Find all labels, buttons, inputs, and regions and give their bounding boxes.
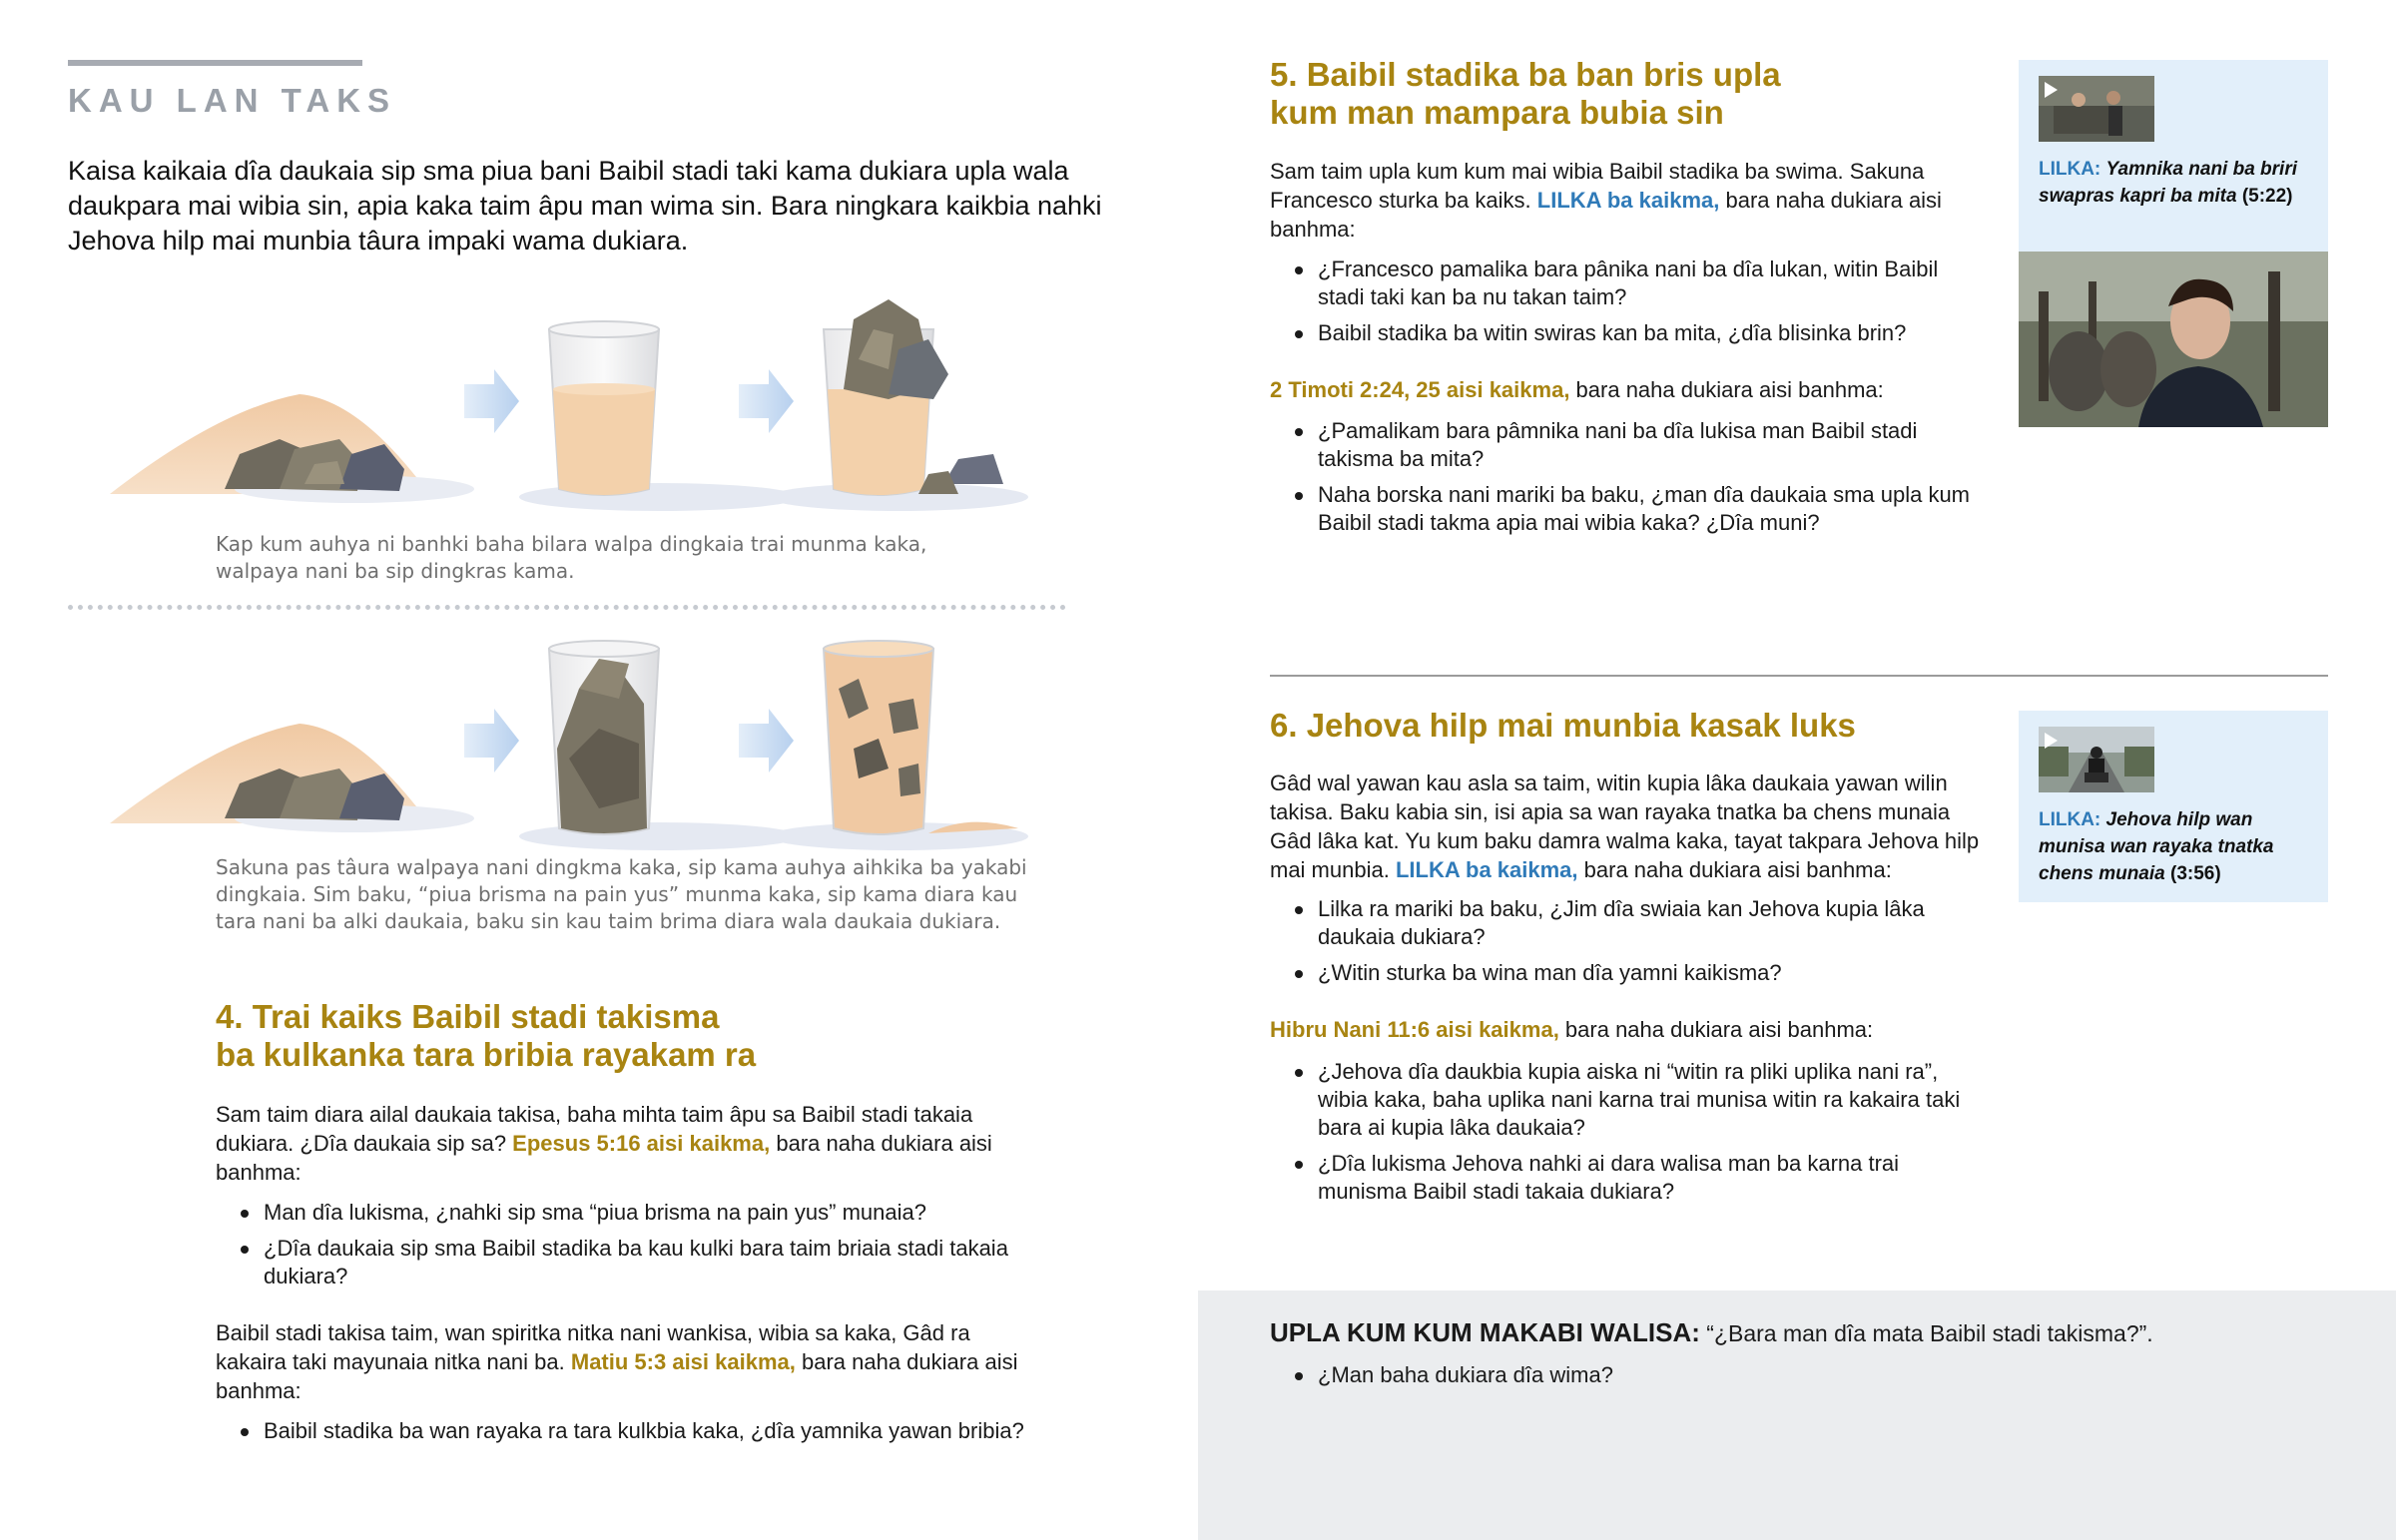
arrow-right-icon [464,369,519,433]
text-run: Baibil stadi takisa taim, wan spiritka nitka nani wankisa, wibia sa kaka, Gâd ra kakaira taki mayunaia nitka nani ba. [216,1320,970,1374]
caption-sand-first [216,531,1074,585]
footer-question [1270,1317,2153,1348]
arrow-right-icon [739,709,794,772]
caption-line: Kap kum auhya ni banhki baha bilara walpa dingkaia trai munma kaka, [216,532,927,556]
video-thumbnail[interactable] [2039,727,2154,792]
scripture-ref-timoti: 2 Timoti 2:24, 25 aisi kaikma, [1270,377,1570,402]
title-line: 5. Baibil stadika ba ban bris upla [1270,56,1781,93]
text-run: bara naha dukiara aisi banhma: [1577,857,1892,882]
section-4-questions-1 [216,1199,1074,1298]
lilka-label: LILKA: [2039,809,2101,830]
intro-paragraph: Kaisa kaikaia dîa daukaia sip sma piua bani Baibil stadi taki kama dukiara upla wala daukpara mai wibia sin, apia kaka taim âpu man wima sin. Bara ningkara kaikbia nahki Jehova hilp mai munbia tâura impaki wama dukiara. [68,156,1102,256]
illustration-rocks-first [100,629,1078,858]
video-box-2[interactable] [2019,711,2328,902]
caption-line: dingkaia. Sim baku, “piua brisma na pain yus” munma kaka, sip kama diara kau [216,882,1018,906]
section-5-questions-2 [1270,417,1989,545]
text-run: Gâd wal yawan kau asla sa taim, witin kupia lâka daukaia yawan wilin takisa. Baku kabia sin, isi apia sa wan rayaka tnatka ba chens munaia Gâd lâka kat. Yu kum baku damra walma kaka, tayat takpara Jehova hilp mai munbia. [1270,770,1980,882]
video-caption [2039,156,2318,210]
section-5-paragraph-2 [1270,375,1989,404]
section-6-paragraph-2 [1270,1015,1989,1044]
list-item: ¿Francesco pamalika bara pânika nani ba dîa lukan, witin Baibil stadi taki kan ba nu takan taim? [1270,256,1989,311]
text-run: bara naha dukiara aisi banhma: [1569,377,1884,402]
arrow-right-icon [739,369,794,433]
title-line: kum man mampara bubia sin [1270,94,1724,131]
section-label: KAU LAN TAKS [68,82,397,119]
list-item: ¿Pamalikam bara pâmnika nani ba dîa lukisa man Baibil stadi takisma ba mita? [1270,417,1989,473]
section-6-title: 6. Jehova hilp mai munbia kasak luks [1270,707,1856,744]
section-4-paragraph-1 [216,1100,1044,1187]
list-item: ¿Witin sturka ba wina man dîa yamni kaikisma? [1270,959,1989,987]
dotted-separator [68,605,1066,610]
section-4-paragraph-2 [216,1318,1044,1405]
text-run: bara naha dukiara aisi banhma: [1558,1017,1874,1042]
cup-rocks-and-sand [769,641,1028,850]
arrow-right-icon [464,709,519,772]
video-duration: (3:56) [2170,863,2221,884]
text-run: Sam taim upla kum kum mai wibia Baibil stadika ba swima. Sakuna Francesco sturka ba kaiks. [1270,159,1925,213]
text-run: bara naha dukiara aisi banhma: [216,1131,992,1185]
section-4-title [216,998,756,1074]
list-item: ¿Dîa daukaia sip sma Baibil stadika ba kau kulki bara taim briaia stadi takaia dukiara? [216,1235,1074,1290]
caption-line: walpaya nani ba sip dingkras kama. [216,559,575,583]
list-item: Baibil stadika ba witin swiras kan ba mita, ¿dîa blisinka brin? [1270,319,1989,347]
caption-line: Sakuna pas tâura walpaya nani dingkma kaka, sip kama auhya aihkika ba yakabi [216,855,1027,879]
video-title: Yamnika nani ba briri swapras kapri ba mita [2039,159,2298,207]
cup-overflowing-rocks [769,299,1028,511]
section-rule [68,60,362,66]
caption-line: tara nani ba alki daukaia, baku sin kau taim brima diara wala daukaia dukiara. [216,909,1001,933]
section-5-questions-1 [1270,256,1989,355]
play-icon[interactable] [2045,82,2058,98]
list-item: Naha borska nani mariki ba baku, ¿man dîa daukaia sma upla kum Baibil stadi takma apia mai wibia kaka? ¿Dîa muni? [1270,481,1989,537]
video-link[interactable]: LILKA ba kaikma, [1395,857,1578,882]
scripture-ref-hibru: Hibru Nani 11:6 aisi kaikma, [1270,1017,1559,1042]
section-divider [1270,675,2328,677]
section-5-title [1270,56,1781,132]
section-4-questions-2 [216,1417,1114,1453]
title-line: ba kulkanka tara bribia rayakam ra [216,1036,757,1073]
video-box-1[interactable] [2019,60,2328,427]
lilka-label: LILKA: [2039,159,2101,180]
right-page [1198,0,2396,1540]
caption-rocks-first [216,854,1074,935]
illustration-sand-first [100,289,1078,519]
footer-label: UPLA KUM KUM MAKABI WALISA: [1270,1317,1700,1347]
text-run: bara naha dukiara aisi banhma: [216,1349,1018,1403]
list-item: ¿Dîa lukisma Jehova nahki ai dara walisa man ba karna trai munisma Baibil stadi takaia dukiara? [1270,1150,1989,1206]
section-6-paragraph-1 [1270,769,1989,884]
list-item: ¿Man baha dukiara dîa wima? [1270,1361,2168,1389]
video-link[interactable]: LILKA ba kaikma, [1536,188,1720,213]
text-run: bara naha dukiara aisi banhma: [1270,188,1942,242]
play-icon[interactable] [2045,733,2058,749]
scripture-ref-matiu: Matiu 5:3 aisi kaikma, [570,1349,796,1374]
scripture-ref-epesus: Epesus 5:16 aisi kaikma, [512,1131,771,1156]
list-item: Man dîa lukisma, ¿nahki sip sma “piua brisma na pain yus” munaia? [216,1199,1074,1227]
sand-pile-with-rocks [110,724,474,832]
list-item: ¿Jehova dîa daukbia kupia aiska ni “witin ra pliki uplika nani ra”, wibia kaka, baha uplika nani karna trai munisa witin ra kakaira taki bara ai kupia lâka daukaia? [1270,1058,1989,1142]
section-6-questions-1 [1270,895,1989,995]
video-duration: (5:22) [2241,186,2293,207]
text-run: Sam taim diara ailal daukaia takisa, baha mihta taim âpu sa Baibil stadi takaia dukiara. ¿Dîa daukaia sip sa? [216,1102,973,1156]
video-caption [2039,806,2318,887]
section-6-questions-2 [1270,1058,1989,1214]
video-thumbnail[interactable] [2039,76,2154,142]
sand-pile-with-rocks [110,394,474,503]
video-still-young-man [2019,252,2328,427]
section-5-paragraph-1 [1270,157,1969,244]
footer-quote: “¿Bara man dîa mata Baibil stadi takisma?”. [1699,1320,2153,1346]
list-item: Lilka ra mariki ba baku, ¿Jim dîa swiaia kan Jehova kupia lâka daukaia dukiara? [1270,895,1989,951]
list-item: Baibil stadika ba wan rayaka ra tara kulkbia kaka, ¿dîa yamnika yawan bribia? [216,1417,1114,1445]
title-line: 4. Trai kaiks Baibil stadi takisma [216,998,720,1035]
video-title: Jehova hilp wan munisa wan rayaka tnatka chens munaia [2039,809,2274,884]
footer-questions [1270,1361,2168,1397]
